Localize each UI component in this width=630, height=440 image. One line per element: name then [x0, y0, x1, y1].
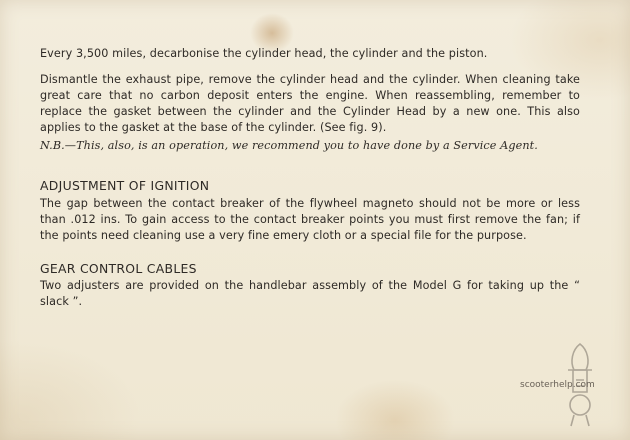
service-agent-note: N.B.—This, also, is an operation, we recommend you to have done by a Service Agent.	[40, 139, 538, 152]
heading-gear-control-cables: GEAR CONTROL CABLES	[40, 261, 197, 276]
heading-adjustment-of-ignition: ADJUSTMENT OF IGNITION	[40, 178, 210, 193]
paragraph-gear-adjusters: Two adjusters are provided on the handlebar assembly of the Model G for taking up the “ slack ”.	[40, 279, 580, 308]
paragraph-decarbonise-interval: Every 3,500 miles, decarbonise the cylinder head, the cylinder and the piston.	[40, 47, 488, 60]
paragraph-dismantle-instructions: Dismantle the exhaust pipe, remove the cylinder head and the cylinder. When cleaning take great care that no carbon deposit enters the engine. When reassembling, remember to replace the gasket between the cylinder and the Cylinder Head by a new one. This also applies to the gasket at the base of the cylinder. (See fig. 9).	[40, 73, 580, 134]
paragraph-ignition-gap: The gap between the contact breaker of the flywheel magneto should not be more or less than .012 ins. To gain access to the contact breaker points you must first remove the fan; if the points need cleaning use a very fine emery cloth or a special file for the purpose.	[40, 197, 580, 242]
watermark-text: scooterhelp.com	[520, 380, 595, 390]
